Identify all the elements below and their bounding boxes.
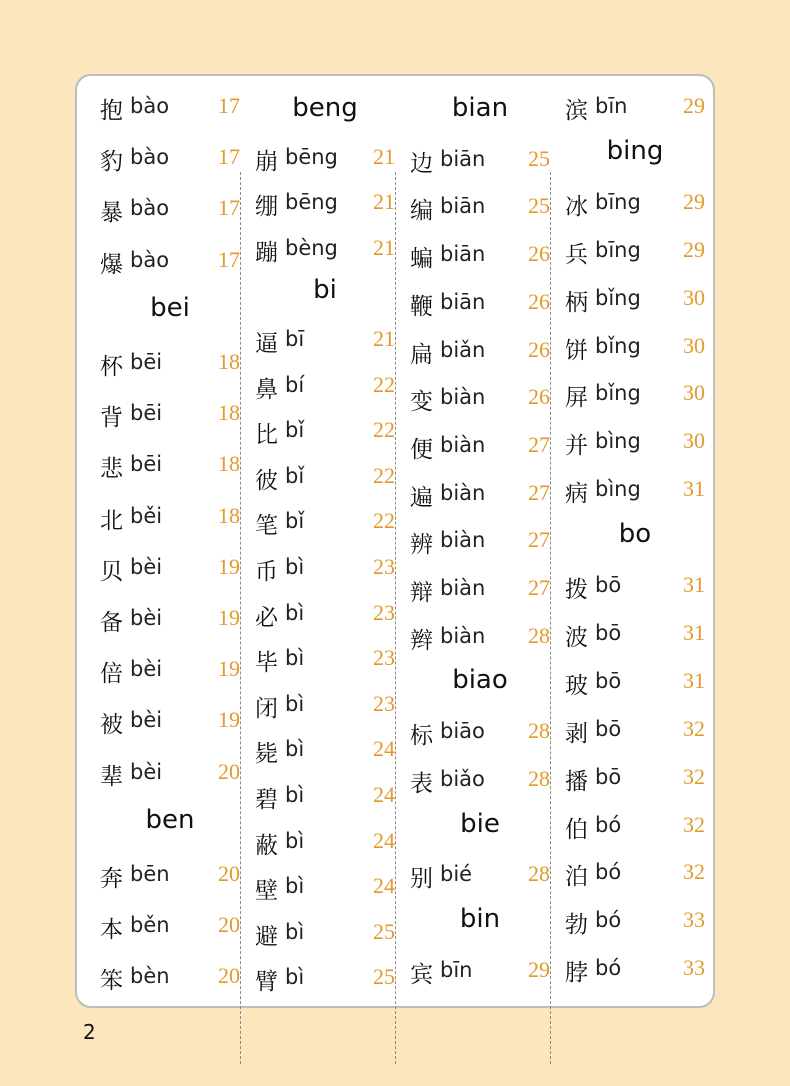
entry-pinyin: bèi — [130, 606, 163, 630]
index-entry — [565, 232, 705, 272]
section-heading: bin — [459, 903, 501, 934]
index-entry — [565, 375, 705, 415]
entry-page-number: 29 — [683, 188, 705, 214]
index-entry — [255, 823, 395, 863]
entry-pinyin: bó — [595, 956, 622, 981]
entry-character: 鼻 — [255, 376, 278, 403]
entry-pinyin: bì — [285, 555, 305, 579]
entry-character: 脖 — [565, 960, 588, 987]
entry-pinyin: bèi — [130, 657, 163, 682]
entry-character: 宾 — [410, 961, 433, 988]
entry-character: 标 — [410, 723, 433, 750]
entry-page-number: 25 — [373, 964, 395, 990]
index-entry — [565, 615, 705, 655]
index-column-4 — [565, 76, 705, 1006]
index-entry — [100, 446, 240, 486]
entry-character: 伯 — [565, 816, 588, 843]
index-entry — [565, 423, 705, 463]
entry-page-number: 20 — [218, 963, 240, 989]
entry-pinyin: biàn — [440, 432, 486, 457]
index-entry — [565, 807, 705, 847]
index-entry — [410, 141, 550, 181]
entry-page-number: 23 — [373, 645, 395, 671]
entry-pinyin: biǎn — [440, 337, 486, 362]
index-entry — [410, 332, 550, 372]
entry-pinyin: biàn — [440, 385, 486, 410]
entry-pinyin: bīn — [595, 94, 628, 118]
section-heading: bei — [150, 292, 190, 323]
entry-character: 变 — [410, 389, 433, 416]
entry-page-number: 26 — [528, 288, 550, 314]
entry-character: 臂 — [255, 969, 278, 996]
entry-pinyin: bō — [595, 668, 622, 693]
index-entry — [255, 458, 395, 498]
entry-pinyin: biān — [440, 146, 486, 171]
entry-page-number: 27 — [528, 479, 550, 505]
index-entry — [100, 754, 240, 794]
entry-page-number: 19 — [218, 707, 240, 733]
entry-page-number: 32 — [683, 715, 705, 741]
entry-character: 笔 — [255, 513, 278, 540]
entry-page-number: 30 — [683, 380, 705, 406]
entry-character: 比 — [255, 422, 278, 449]
entry-pinyin: bó — [595, 908, 622, 933]
index-entry — [100, 856, 240, 896]
entry-character: 悲 — [100, 456, 123, 483]
column-divider-3 — [550, 172, 551, 1064]
entry-pinyin: bèi — [130, 759, 163, 784]
column-divider-2 — [395, 172, 396, 1064]
entry-page-number: 33 — [683, 907, 705, 933]
index-entry — [565, 471, 705, 511]
index-entry — [410, 713, 550, 753]
index-entry — [255, 184, 395, 224]
entry-page-number: 24 — [373, 827, 395, 853]
entry-character: 逼 — [255, 331, 278, 357]
entry-character: 冰 — [565, 193, 588, 220]
entry-pinyin: bǐ — [285, 463, 305, 488]
entry-page-number: 23 — [373, 554, 395, 579]
index-entry — [255, 230, 395, 270]
index-entry — [100, 344, 240, 384]
entry-page-number: 21 — [373, 143, 395, 169]
entry-page-number: 29 — [683, 236, 705, 262]
entry-pinyin: bié — [440, 862, 473, 887]
index-entry — [410, 379, 550, 419]
entry-page-number: 21 — [373, 234, 395, 260]
index-entry — [100, 958, 240, 998]
entry-page-number: 28 — [528, 622, 550, 648]
entry-page-number: 30 — [683, 284, 705, 310]
entry-page-number: 23 — [373, 599, 395, 625]
entry-character: 别 — [410, 866, 433, 893]
index-entry — [565, 759, 705, 799]
entry-character: 病 — [565, 481, 588, 508]
entry-pinyin: bó — [595, 860, 622, 885]
entry-pinyin: běi — [130, 503, 163, 528]
entry-character: 崩 — [255, 148, 278, 175]
entry-pinyin: bēi — [130, 350, 163, 374]
entry-pinyin: bì — [285, 783, 305, 807]
index-entry — [255, 595, 395, 635]
entry-page-number: 25 — [528, 145, 550, 171]
entry-character: 蝙 — [410, 246, 433, 273]
index-entry — [410, 761, 550, 801]
index-entry — [410, 522, 550, 562]
index-entry — [100, 88, 240, 128]
entry-character: 并 — [565, 433, 588, 460]
entry-page-number: 19 — [218, 656, 240, 682]
entry-pinyin: bǐ — [285, 509, 305, 534]
entry-pinyin: bì — [285, 737, 305, 762]
entry-character: 壁 — [255, 878, 278, 905]
entry-page-number: 31 — [683, 572, 705, 597]
entry-page-number: 31 — [683, 619, 705, 645]
index-entry — [410, 570, 550, 610]
entry-page-number: 18 — [218, 400, 240, 426]
page-number: 2 — [83, 1020, 96, 1044]
entry-pinyin: biāo — [440, 719, 485, 744]
entry-page-number: 29 — [528, 956, 550, 982]
index-column-2 — [255, 76, 395, 1006]
entry-pinyin: bí — [285, 372, 305, 397]
entry-page-number: 17 — [218, 246, 240, 272]
entry-character: 辫 — [410, 627, 433, 654]
entry-character: 暴 — [100, 200, 123, 227]
column-divider-1 — [240, 172, 241, 1064]
entry-page-number: 28 — [528, 718, 550, 744]
entry-character: 辨 — [410, 532, 433, 559]
entry-page-number: 22 — [373, 371, 395, 397]
entry-character: 北 — [100, 507, 123, 534]
index-entry — [410, 236, 550, 276]
entry-character: 倍 — [100, 661, 123, 688]
index-entry — [100, 549, 240, 589]
entry-pinyin: bì — [285, 874, 305, 899]
entry-character: 碧 — [255, 787, 278, 813]
index-entry — [565, 950, 705, 990]
index-entry — [255, 412, 395, 452]
entry-character: 蹦 — [255, 239, 278, 266]
entry-character: 备 — [100, 610, 123, 636]
section-heading: bie — [460, 808, 500, 839]
entry-page-number: 28 — [528, 861, 550, 887]
index-entry — [255, 640, 395, 680]
entry-character: 爆 — [100, 251, 123, 278]
entry-character: 笨 — [100, 968, 123, 995]
entry-character: 勃 — [565, 912, 588, 939]
entry-page-number: 24 — [373, 782, 395, 807]
index-entry — [410, 284, 550, 324]
entry-pinyin: bō — [595, 620, 622, 645]
entry-pinyin: bīng — [595, 237, 641, 262]
entry-character: 拨 — [565, 577, 588, 603]
section-heading: bing — [606, 135, 664, 166]
entry-character: 辈 — [100, 763, 123, 790]
entry-character: 币 — [255, 559, 278, 585]
entry-page-number: 29 — [683, 93, 705, 118]
entry-page-number: 32 — [683, 763, 705, 789]
entry-pinyin: bào — [130, 196, 170, 221]
entry-page-number: 28 — [528, 765, 550, 791]
entry-character: 饼 — [565, 337, 588, 364]
index-entry — [255, 686, 395, 726]
entry-page-number: 20 — [218, 912, 240, 938]
entry-pinyin: bēi — [130, 452, 163, 477]
entry-pinyin: bēn — [130, 862, 170, 886]
entry-page-number: 20 — [218, 758, 240, 784]
entry-character: 表 — [410, 770, 433, 797]
entry-pinyin: bì — [285, 600, 305, 625]
index-entry — [255, 139, 395, 179]
index-entry — [100, 907, 240, 947]
entry-page-number: 22 — [373, 462, 395, 488]
index-entry — [410, 188, 550, 228]
entry-pinyin: bào — [130, 247, 170, 272]
index-entry — [565, 184, 705, 224]
entry-pinyin: biān — [440, 242, 486, 267]
entry-character: 波 — [565, 624, 588, 651]
index-entry — [255, 321, 395, 361]
entry-character: 泊 — [565, 864, 588, 891]
entry-page-number: 19 — [218, 553, 240, 579]
entry-page-number: 32 — [683, 859, 705, 885]
entry-page-number: 17 — [218, 144, 240, 170]
entry-pinyin: bì — [285, 919, 305, 944]
entry-page-number: 21 — [373, 326, 395, 351]
entry-pinyin: biàn — [440, 528, 486, 553]
entry-pinyin: bō — [595, 716, 622, 741]
entry-pinyin: bēng — [285, 144, 338, 169]
entry-page-number: 30 — [683, 428, 705, 454]
index-entry — [100, 651, 240, 691]
section-heading: bi — [313, 275, 337, 306]
entry-page-number: 18 — [218, 502, 240, 528]
entry-character: 背 — [100, 405, 123, 432]
entry-page-number: 22 — [373, 417, 395, 443]
entry-page-number: 26 — [528, 384, 550, 410]
entry-character: 鞭 — [410, 293, 433, 320]
entry-character: 必 — [255, 604, 278, 631]
entry-character: 剥 — [565, 720, 588, 747]
index-entry — [565, 88, 705, 128]
entry-page-number: 25 — [528, 193, 550, 219]
entry-character: 屏 — [565, 385, 588, 412]
entry-pinyin: bèi — [130, 554, 163, 579]
entry-pinyin: bào — [130, 145, 170, 170]
entry-pinyin: bǐng — [595, 333, 641, 358]
entry-character: 编 — [410, 198, 433, 225]
entry-character: 被 — [100, 712, 123, 739]
entry-page-number: 32 — [683, 811, 705, 837]
entry-pinyin: bī — [285, 327, 305, 351]
entry-pinyin: bìng — [595, 477, 641, 502]
entry-character: 绷 — [255, 194, 278, 221]
index-column-3 — [410, 76, 550, 1006]
entry-page-number: 21 — [373, 189, 395, 215]
entry-page-number: 17 — [218, 93, 240, 118]
index-entry — [410, 856, 550, 896]
section-heading: biao — [452, 665, 508, 696]
entry-page-number: 26 — [528, 336, 550, 362]
index-entry — [255, 731, 395, 771]
entry-pinyin: bō — [595, 573, 622, 597]
entry-pinyin: bì — [285, 691, 305, 716]
index-entry — [410, 952, 550, 992]
entry-pinyin: bào — [130, 94, 170, 118]
index-entry — [410, 427, 550, 467]
index-entry — [565, 663, 705, 703]
entry-page-number: 19 — [218, 605, 240, 630]
index-entry — [100, 242, 240, 282]
index-entry — [565, 711, 705, 751]
index-entry — [565, 280, 705, 320]
index-entry — [255, 503, 395, 543]
entry-character: 辩 — [410, 580, 433, 606]
entry-character: 兵 — [565, 241, 588, 268]
entry-character: 遍 — [410, 484, 433, 511]
entry-pinyin: biǎo — [440, 766, 485, 791]
index-entry — [565, 854, 705, 894]
entry-page-number: 17 — [218, 195, 240, 221]
index-column-1 — [100, 76, 240, 1006]
entry-page-number: 23 — [373, 690, 395, 716]
section-heading: beng — [292, 93, 358, 123]
index-entry — [255, 914, 395, 954]
index-entry — [255, 959, 395, 999]
entry-character: 便 — [410, 436, 433, 463]
entry-pinyin: biān — [440, 289, 486, 314]
entry-character: 本 — [100, 917, 123, 944]
index-entry — [255, 549, 395, 589]
entry-character: 杯 — [100, 354, 123, 380]
entry-page-number: 31 — [683, 667, 705, 693]
index-entry — [255, 868, 395, 908]
index-entry — [100, 190, 240, 230]
entry-pinyin: biàn — [440, 480, 486, 505]
index-entry — [100, 139, 240, 179]
entry-character: 柄 — [565, 289, 588, 316]
index-entry — [100, 702, 240, 742]
entry-character: 玻 — [565, 672, 588, 699]
entry-character: 闭 — [255, 695, 278, 722]
index-entry — [255, 367, 395, 407]
entry-pinyin: bǐ — [285, 418, 305, 443]
entry-page-number: 18 — [218, 451, 240, 477]
entry-pinyin: biān — [440, 194, 486, 219]
entry-character: 滨 — [565, 98, 588, 124]
entry-page-number: 27 — [528, 527, 550, 553]
index-entry — [100, 395, 240, 435]
entry-page-number: 25 — [373, 918, 395, 944]
entry-pinyin: bēi — [130, 401, 163, 426]
entry-page-number: 26 — [528, 241, 550, 267]
section-heading: bo — [618, 519, 652, 550]
index-entry — [565, 328, 705, 368]
entry-character: 毙 — [255, 741, 278, 768]
index-entry — [410, 475, 550, 515]
entry-pinyin: běn — [130, 913, 170, 938]
entry-pinyin: bēng — [285, 190, 338, 215]
entry-character: 奔 — [100, 866, 123, 892]
index-entry — [410, 618, 550, 658]
entry-pinyin: biàn — [440, 623, 486, 648]
entry-character: 豹 — [100, 149, 123, 176]
entry-character: 彼 — [255, 467, 278, 494]
entry-page-number: 22 — [373, 508, 395, 534]
entry-page-number: 33 — [683, 955, 705, 981]
entry-character: 蔽 — [255, 832, 278, 859]
entry-pinyin: bèn — [130, 964, 170, 989]
entry-page-number: 31 — [683, 476, 705, 502]
index-entry — [255, 777, 395, 817]
entry-pinyin: biàn — [440, 576, 486, 600]
entry-page-number: 30 — [683, 332, 705, 358]
entry-character: 贝 — [100, 558, 123, 585]
entry-pinyin: bèng — [285, 235, 338, 260]
entry-character: 毕 — [255, 650, 278, 677]
entry-pinyin: bǐng — [595, 285, 641, 310]
entry-page-number: 20 — [218, 861, 240, 886]
entry-page-number: 27 — [528, 431, 550, 457]
index-entry — [100, 600, 240, 640]
entry-character: 抱 — [100, 98, 123, 124]
index-entry — [100, 498, 240, 538]
entry-page-number: 18 — [218, 349, 240, 374]
entry-pinyin: bì — [285, 646, 305, 671]
index-entry — [565, 902, 705, 942]
entry-character: 播 — [565, 768, 588, 795]
entry-pinyin: bó — [595, 812, 622, 837]
entry-character: 扁 — [410, 341, 433, 368]
entry-page-number: 24 — [373, 736, 395, 762]
section-heading: bian — [451, 93, 509, 123]
entry-page-number: 27 — [528, 575, 550, 600]
entry-pinyin: bīng — [595, 189, 641, 214]
entry-pinyin: bèi — [130, 708, 163, 733]
entry-pinyin: bǐng — [595, 381, 641, 406]
entry-pinyin: bì — [285, 828, 305, 853]
entry-pinyin: bō — [595, 764, 622, 789]
entry-pinyin: bì — [285, 965, 305, 990]
entry-character: 避 — [255, 923, 278, 950]
index-card — [75, 74, 715, 1008]
entry-pinyin: bīn — [440, 957, 473, 982]
section-heading: ben — [145, 804, 195, 835]
entry-pinyin: bìng — [595, 429, 641, 454]
entry-page-number: 24 — [373, 873, 395, 899]
entry-character: 边 — [410, 150, 433, 177]
index-entry — [565, 567, 705, 607]
